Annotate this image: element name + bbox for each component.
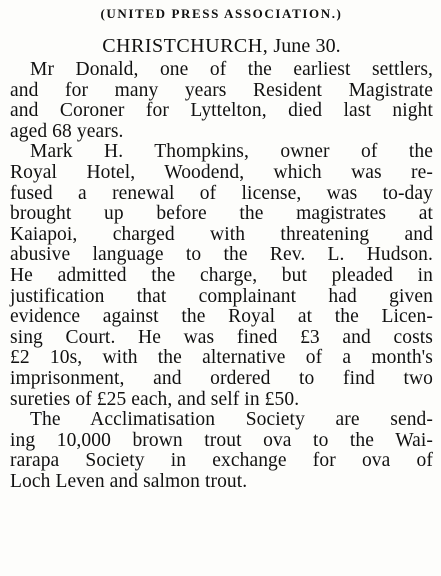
text-line: £2 10s, with the alternative of a month's	[10, 347, 433, 369]
text-line: fused a renewal of license, was to-day	[10, 182, 433, 204]
news-item-donald	[10, 60, 433, 142]
text-line: and Coroner for Lyttelton, died last night	[10, 100, 433, 122]
agency-credit: (UNITED PRESS ASSOCIATION.)	[100, 6, 343, 21]
text-line: Royal Hotel, Woodend, which was re-	[10, 161, 433, 183]
text-line: abusive language to the Rev. L. Hudson.	[10, 244, 433, 266]
text-line: Kaiapoi, charged with threatening and	[10, 223, 433, 245]
dateline	[10, 34, 433, 58]
text-line: aged 68 years.	[10, 120, 124, 142]
text-line: Mark H. Thompkins, owner of the	[30, 141, 433, 163]
text-line: Mr Donald, one of the earliest settlers,	[30, 59, 433, 80]
text-line: rarapa Society in exchange for ova of	[10, 450, 433, 472]
text-line: evidence against the Royal at the Licen-	[10, 306, 433, 328]
text-line: He admitted the charge, but pleaded in	[10, 264, 433, 286]
dateline-date: June 30.	[273, 35, 341, 57]
news-item-acclimatisation	[10, 410, 433, 492]
dateline-place: CHRISTCHURCH,	[102, 35, 269, 57]
text-line: The Acclimatisation Society are send-	[30, 409, 433, 431]
news-item-thompkins	[10, 142, 433, 410]
text-line: sing Court. He was fined £3 and costs	[10, 326, 433, 348]
text-line: sureties of £25 each, and self in £50.	[10, 388, 300, 410]
text-line: imprisonment, and ordered to find two	[10, 367, 433, 389]
text-line: brought up before the magistrates at	[10, 203, 433, 225]
text-line: justification that complainant had given	[10, 285, 433, 307]
text-line: and for many years Resident Magistrate	[10, 79, 433, 101]
text-line: ing 10,000 brown trout ova to the Wai-	[10, 429, 433, 451]
text-line: Loch Leven and salmon trout.	[10, 470, 248, 492]
